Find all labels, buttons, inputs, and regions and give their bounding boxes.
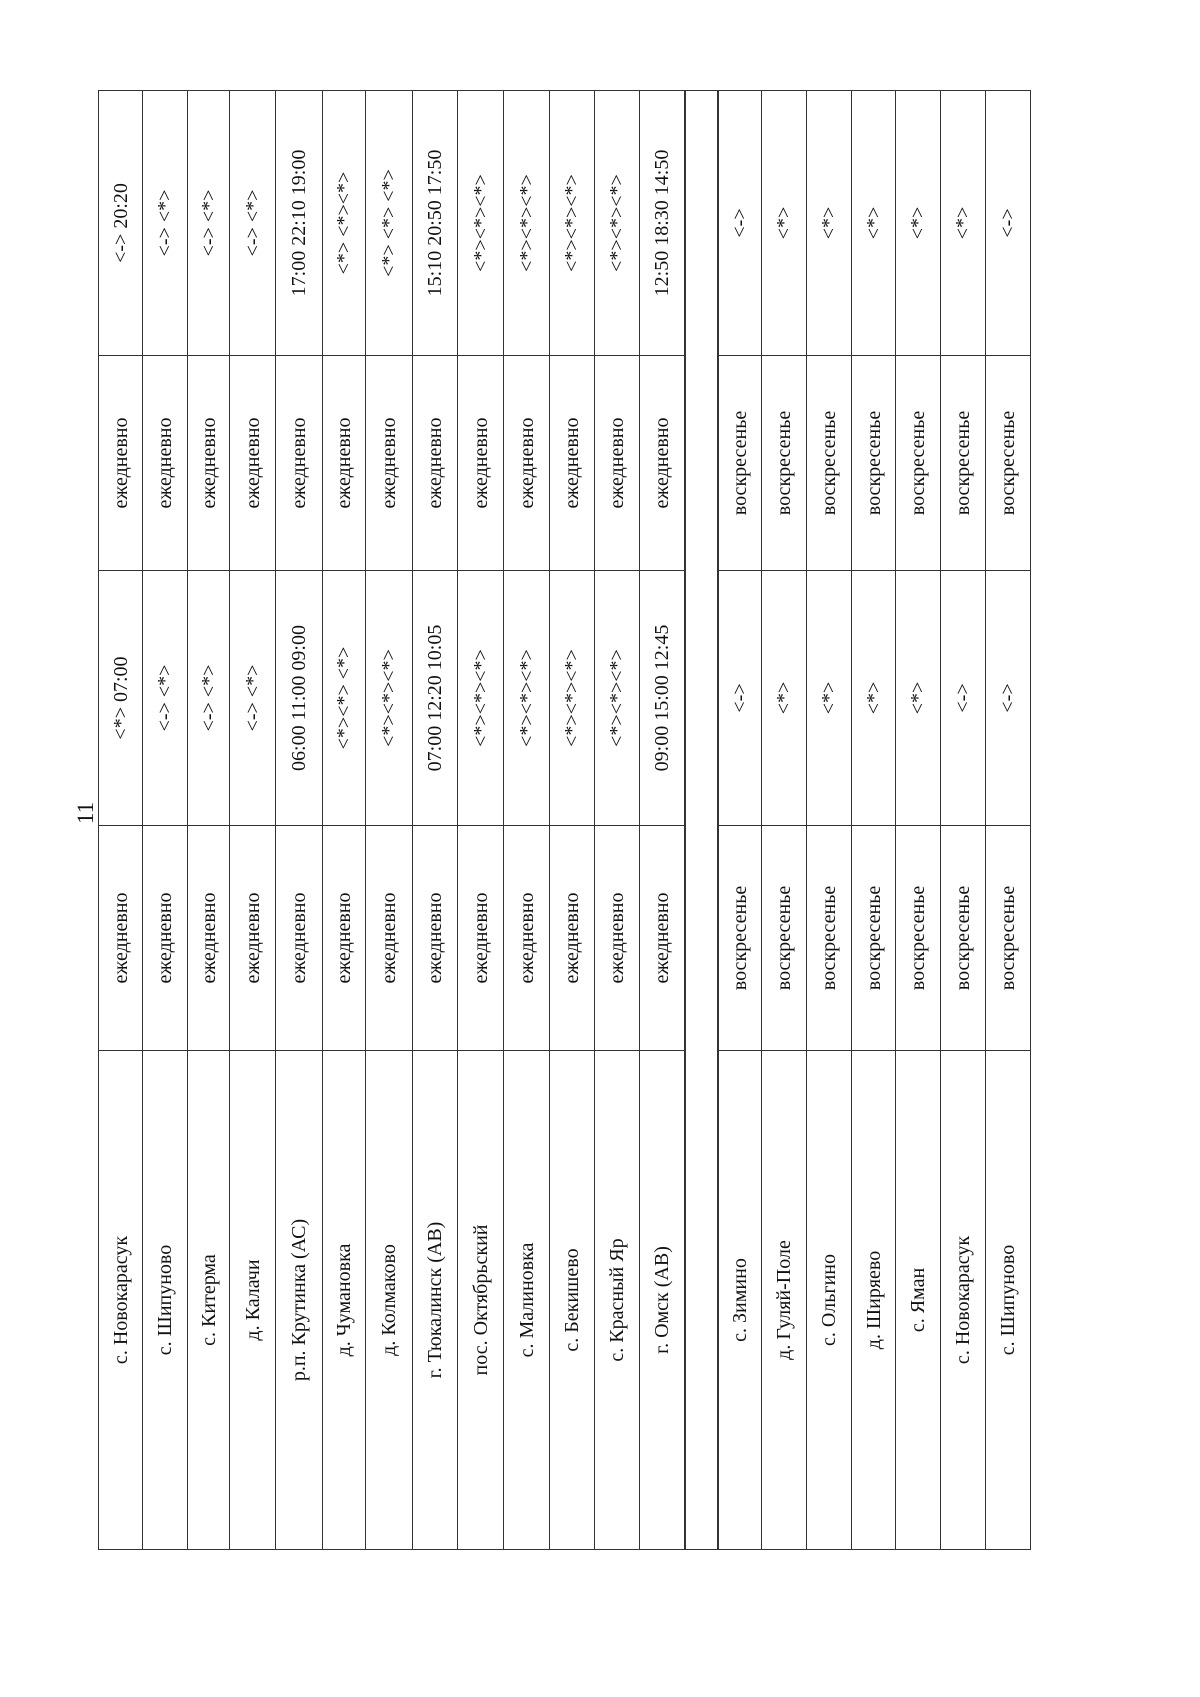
days-cell	[762, 355, 806, 570]
operating-days: ежедневно	[651, 892, 673, 984]
departure-times: <-> <*>	[241, 664, 264, 732]
operating-days: воскресенье	[818, 885, 840, 991]
stop-name-cell	[595, 1050, 639, 1550]
stop-name-cell	[143, 1050, 187, 1550]
departure-times: <*><*><*>	[515, 174, 538, 272]
stop-name: с. Бекишево	[561, 1248, 583, 1352]
times-cell	[99, 90, 142, 355]
times-cell	[807, 570, 851, 825]
times-cell	[896, 570, 940, 825]
departure-times: <*>	[862, 206, 885, 240]
days-cell	[230, 825, 275, 1050]
times-cell	[852, 570, 895, 825]
table-row	[807, 90, 852, 1550]
departure-times: <*>	[907, 681, 929, 715]
stop-name-cell	[504, 1050, 549, 1550]
departure-times: <-> <*>	[154, 664, 176, 732]
operating-days: воскресенье	[773, 885, 795, 991]
times-cell	[143, 570, 187, 825]
operating-days: воскресенье	[773, 410, 795, 516]
stop-name: с. Малиновка	[515, 1242, 538, 1358]
operating-days: ежедневно	[424, 417, 446, 509]
departure-times: 12:50 18:30 14:50	[651, 149, 673, 297]
stop-name-cell	[986, 1050, 1030, 1550]
days-cell	[143, 355, 187, 570]
days-cell	[99, 355, 142, 570]
times-cell	[413, 570, 457, 825]
departure-times: <->	[997, 683, 1019, 713]
table-row	[718, 90, 762, 1550]
days-cell	[941, 825, 985, 1050]
table-row	[230, 90, 276, 1550]
stop-name-cell	[413, 1050, 457, 1550]
table-row	[143, 90, 188, 1550]
stop-name: г. Тюкалинск (АВ)	[424, 1221, 446, 1379]
days-cell	[719, 355, 761, 570]
days-cell	[276, 825, 322, 1050]
times-cell	[99, 570, 142, 825]
departure-times: <*><*><*>	[469, 174, 492, 272]
operating-days: ежедневно	[154, 417, 176, 509]
days-cell	[276, 355, 322, 570]
days-cell	[323, 825, 365, 1050]
times-cell	[276, 90, 322, 355]
times-cell	[188, 570, 229, 825]
days-cell	[640, 825, 684, 1050]
days-cell	[807, 825, 851, 1050]
operating-days: ежедневно	[469, 417, 492, 509]
stop-name-cell	[807, 1050, 851, 1550]
operating-days: воскресенье	[997, 410, 1019, 516]
days-cell	[896, 825, 940, 1050]
departure-times: <*><*> <*>	[333, 646, 355, 750]
stop-name: с. Ольгино	[818, 1253, 840, 1347]
times-cell	[719, 90, 761, 355]
departure-times: <->	[729, 683, 751, 713]
departure-times: <-> <*>	[241, 189, 264, 257]
stop-name: с. Новокарасук	[952, 1235, 974, 1365]
days-cell	[458, 355, 503, 570]
departure-times: <*>	[818, 681, 840, 715]
operating-days: ежедневно	[651, 417, 673, 509]
operating-days: ежедневно	[378, 417, 400, 509]
operating-days: ежедневно	[333, 417, 355, 509]
departure-times: <*> <*> <*>	[378, 169, 400, 277]
days-cell	[366, 355, 412, 570]
days-cell	[504, 825, 549, 1050]
departure-times: <-> <*>	[154, 189, 176, 257]
stop-name-cell	[896, 1050, 940, 1550]
stop-name: с. Красный Яр	[606, 1238, 628, 1362]
stop-name-cell	[640, 1050, 684, 1550]
operating-days: воскресенье	[907, 885, 929, 991]
operating-days: ежедневно	[606, 417, 628, 509]
table-row	[595, 90, 640, 1550]
days-cell	[640, 355, 684, 570]
departure-times: 17:00 22:10 19:00	[288, 149, 310, 297]
days-cell	[762, 825, 806, 1050]
operating-days: ежедневно	[333, 892, 355, 984]
departure-times: <*><*><*>	[561, 174, 583, 272]
table-row	[941, 90, 986, 1550]
departure-times: <-> <*>	[197, 664, 220, 732]
stop-name: с. Новокарасук	[109, 1235, 132, 1365]
departure-times: <*><*><*>	[469, 649, 492, 747]
stop-name: д. Чумановка	[333, 1243, 355, 1357]
days-cell	[413, 355, 457, 570]
times-cell	[413, 90, 457, 355]
stop-name: д. Колмаково	[378, 1244, 400, 1356]
operating-days: воскресенье	[862, 885, 885, 991]
days-cell	[595, 355, 639, 570]
days-cell	[550, 825, 594, 1050]
table-row	[986, 90, 1031, 1550]
stop-name: д. Калачи	[241, 1259, 264, 1341]
departure-times: <*>	[862, 681, 885, 715]
days-cell	[852, 355, 895, 570]
times-cell	[762, 90, 806, 355]
schedule-table	[98, 90, 1143, 1550]
operating-days: воскресенье	[818, 410, 840, 516]
departure-times: <*><*><*>	[606, 174, 628, 272]
times-cell	[550, 570, 594, 825]
operating-days: воскресенье	[729, 885, 751, 991]
stop-name: с. Китерма	[197, 1254, 220, 1346]
departure-times: <-> <*>	[197, 189, 220, 257]
departure-times: <*>	[952, 206, 974, 240]
days-cell	[458, 825, 503, 1050]
departure-times: 06:00 11:00 09:00	[288, 625, 310, 771]
days-cell	[504, 355, 549, 570]
times-cell	[896, 90, 940, 355]
times-cell	[640, 570, 684, 825]
departure-times: <-> 20:20	[109, 183, 132, 263]
operating-days: ежедневно	[561, 417, 583, 509]
departure-times: <*>	[773, 206, 795, 240]
table-row	[366, 90, 413, 1550]
operating-days: воскресенье	[907, 410, 929, 516]
departure-times: <*>	[773, 681, 795, 715]
stop-name: д. Ширяево	[862, 1250, 885, 1350]
times-cell	[986, 570, 1030, 825]
days-cell	[595, 825, 639, 1050]
operating-days: ежедневно	[241, 892, 264, 984]
stop-name: р.п. Крутинка (АС)	[288, 1218, 310, 1382]
table-row	[852, 90, 896, 1550]
stop-name-cell	[852, 1050, 895, 1550]
table-row	[276, 90, 323, 1550]
days-cell	[852, 825, 895, 1050]
stop-name-cell	[719, 1050, 761, 1550]
operating-days: ежедневно	[515, 892, 538, 984]
operating-days: ежедневно	[197, 892, 220, 984]
departure-times: <*>	[818, 206, 840, 240]
operating-days: ежедневно	[469, 892, 492, 984]
days-cell	[230, 355, 275, 570]
table-row	[188, 90, 230, 1550]
stop-name-cell	[550, 1050, 594, 1550]
stop-name-cell	[99, 1050, 142, 1550]
departure-times: <->	[952, 683, 974, 713]
times-cell	[366, 90, 412, 355]
stop-name-cell	[276, 1050, 322, 1550]
times-cell	[458, 570, 503, 825]
table-row	[550, 90, 595, 1550]
operating-days: воскресенье	[952, 410, 974, 516]
table-row	[762, 90, 807, 1550]
table-gap	[685, 90, 718, 1550]
stop-name-cell	[230, 1050, 275, 1550]
departure-times: <->	[997, 208, 1019, 238]
stop-name: пос. Октябрьский	[469, 1224, 492, 1376]
times-cell	[852, 90, 895, 355]
times-cell	[807, 90, 851, 355]
days-cell	[719, 825, 761, 1050]
times-cell	[366, 570, 412, 825]
times-cell	[230, 570, 275, 825]
operating-days: ежедневно	[241, 417, 264, 509]
days-cell	[188, 825, 229, 1050]
times-cell	[323, 570, 365, 825]
departure-times: <*><*><*>	[378, 649, 400, 747]
stop-name-cell	[941, 1050, 985, 1550]
stop-name: с. Зимино	[729, 1258, 751, 1342]
departure-times: 15:10 20:50 17:50	[424, 149, 446, 297]
stop-name-cell	[188, 1050, 229, 1550]
days-cell	[323, 355, 365, 570]
days-cell	[99, 825, 142, 1050]
days-cell	[366, 825, 412, 1050]
departure-times: <*><*><*>	[606, 649, 628, 747]
stop-name: с. Шипуново	[154, 1244, 176, 1356]
days-cell	[807, 355, 851, 570]
times-cell	[986, 90, 1030, 355]
operating-days: ежедневно	[109, 417, 132, 509]
stop-name: г. Омск (АВ)	[651, 1246, 673, 1354]
days-cell	[986, 825, 1030, 1050]
times-cell	[762, 570, 806, 825]
operating-days: воскресенье	[729, 410, 751, 516]
days-cell	[941, 355, 985, 570]
stop-name: д. Гуляй-Поле	[773, 1240, 795, 1360]
operating-days: ежедневно	[154, 892, 176, 984]
operating-days: ежедневно	[561, 892, 583, 984]
table-row	[640, 90, 685, 1550]
days-cell	[986, 355, 1030, 570]
times-cell	[719, 570, 761, 825]
stop-name: с. Яман	[907, 1267, 929, 1333]
operating-days: ежедневно	[197, 417, 220, 509]
stop-name: с. Шипуново	[997, 1244, 1019, 1356]
table-row	[504, 90, 550, 1550]
departure-times: <*><*><*>	[515, 649, 538, 747]
table-row	[323, 90, 366, 1550]
operating-days: воскресенье	[997, 885, 1019, 991]
times-cell	[504, 570, 549, 825]
operating-days: ежедневно	[515, 417, 538, 509]
days-cell	[550, 355, 594, 570]
times-cell	[323, 90, 365, 355]
times-cell	[143, 90, 187, 355]
stop-name-cell	[762, 1050, 806, 1550]
departure-times: <*>	[907, 206, 929, 240]
departure-times: 07:00 12:20 10:05	[424, 624, 446, 772]
times-cell	[595, 570, 639, 825]
times-cell	[595, 90, 639, 355]
table-row	[98, 90, 143, 1550]
table-row	[413, 90, 458, 1550]
stop-name-cell	[366, 1050, 412, 1550]
times-cell	[550, 90, 594, 355]
departure-times: 09:00 15:00 12:45	[651, 624, 673, 772]
operating-days: ежедневно	[424, 892, 446, 984]
days-cell	[188, 355, 229, 570]
days-cell	[413, 825, 457, 1050]
departure-times: <*><*><*>	[561, 649, 583, 747]
departure-times: <->	[729, 208, 751, 238]
times-cell	[276, 570, 322, 825]
times-cell	[230, 90, 275, 355]
times-cell	[188, 90, 229, 355]
times-cell	[640, 90, 684, 355]
times-cell	[504, 90, 549, 355]
operating-days: воскресенье	[862, 410, 885, 516]
operating-days: ежедневно	[288, 892, 310, 984]
times-cell	[941, 90, 985, 355]
operating-days: ежедневно	[288, 417, 310, 509]
table-row	[896, 90, 941, 1550]
operating-days: ежедневно	[606, 892, 628, 984]
page-number: 11	[73, 801, 98, 825]
departure-times: <*> <*><*>	[333, 171, 355, 275]
times-cell	[941, 570, 985, 825]
operating-days: воскресенье	[952, 885, 974, 991]
operating-days: ежедневно	[378, 892, 400, 984]
days-cell	[143, 825, 187, 1050]
stop-name-cell	[323, 1050, 365, 1550]
departure-times: <*> 07:00	[109, 656, 132, 740]
days-cell	[896, 355, 940, 570]
times-cell	[458, 90, 503, 355]
stop-name-cell	[458, 1050, 503, 1550]
table-row	[458, 90, 504, 1550]
operating-days: ежедневно	[109, 892, 132, 984]
